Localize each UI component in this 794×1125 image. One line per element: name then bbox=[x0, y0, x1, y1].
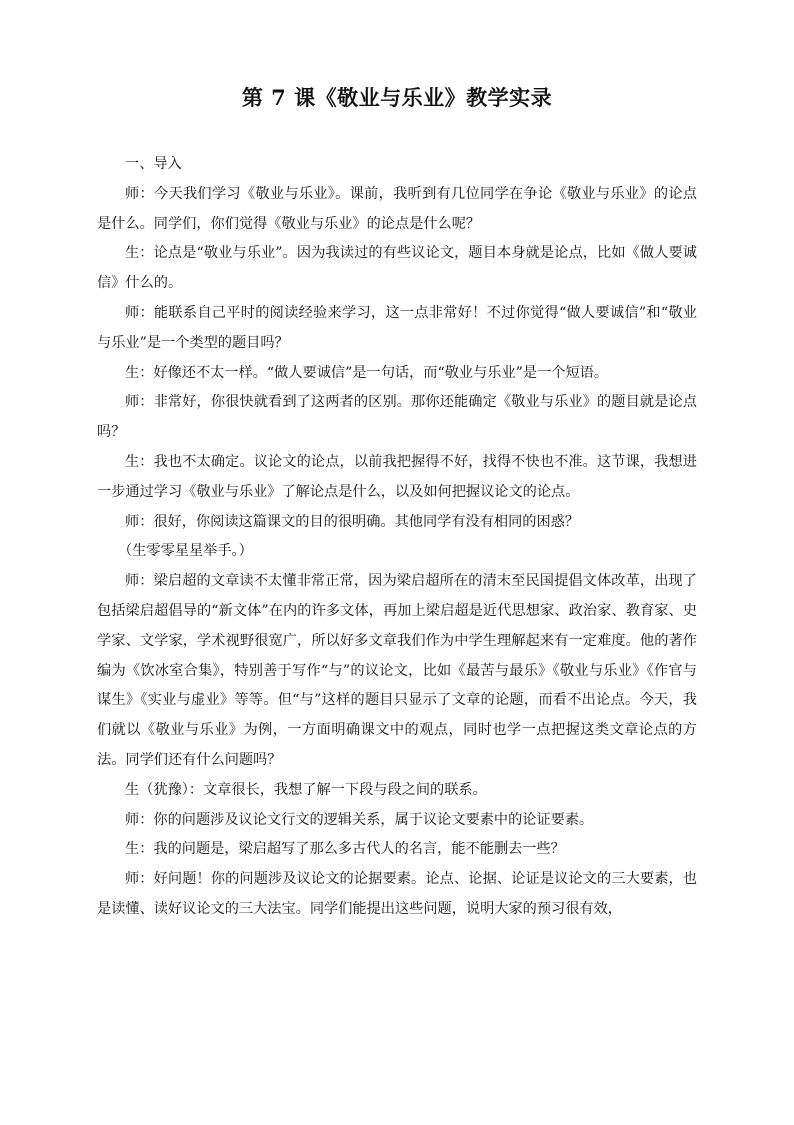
paragraph: 生：好像还不太一样。“做人要诚信”是一句话，而“敬业与乐业”是一个短语。 bbox=[125, 364, 609, 381]
paragraph: 师：非常好，你很快就看到了这两者的区别。那你还能确定《敬业与乐业》的题目就是论点吗？ bbox=[97, 394, 697, 441]
paragraph: 师：梁启超的文章读不太懂非常正常，因为梁启超所在的清末至民国提倡文体改革，出现了包括梁启超倡导的“新文体”在内的许多文体，再加上梁启超是近代思想家、政治家、教育家、史学家、文学家，学术视野很宽广，所以好多文章我们作为中学生理解起来有一定难度。他的著作编为《饮冰室合集》，特别善于写作“与”的议论文，比如《最苦与最乐》《敬业与乐业》《作官与谋生》《实业与虚业》等等。但“与”这样的题目只显示了文章的论题，而看不出论点。今天，我们就以《敬业与乐业》为例，一方面明确课文中的观点，同时也学一点把握这类文章论点的方法。同学们还有什么问题吗？ bbox=[97, 573, 697, 768]
paragraph: 师：今天我们学习《敬业与乐业》。课前，我听到有几位同学在争论《敬业与乐业》的论点是什么。同学们，你们觉得《敬业与乐业》的论点是什么呢？ bbox=[97, 185, 697, 232]
paragraph: 师：你的问题涉及议论文行文的逻辑关系，属于议论文要素中的论证要素。 bbox=[125, 811, 594, 828]
paragraph: 师：能联系自己平时的阅读经验来学习，这一点非常好！不过你觉得“做人要诚信”和“敬业与乐业”是一个类型的题目吗？ bbox=[97, 304, 697, 351]
stage-direction: （生零零星星举手。） bbox=[118, 543, 253, 560]
section-heading-intro: 一、导入 bbox=[125, 156, 182, 172]
paragraph: 师：很好，你阅读这篇课文的目的很明确。其他同学有没有相同的困惑？ bbox=[125, 513, 580, 530]
paragraph: 生：我也不太确定。议论文的论点，以前我把握得不好，找得不快也不准。这节课，我想进一步通过学习《敬业与乐业》了解论点是什么，以及如何把握议论文的论点。 bbox=[97, 453, 697, 500]
paragraph: 生：我的问题是，梁启超写了那么多古代人的名言，能不能删去一些？ bbox=[125, 841, 565, 858]
paragraph: 生（犹豫）：文章很长，我想了解一下段与段之间的联系。 bbox=[125, 781, 487, 798]
document-body bbox=[97, 150, 697, 925]
paragraph: 师：好问题！你的问题涉及议论文的论据要素。论点、论据、论证是议论文的三大要素，也是读懂、读好议论文的三大法宝。同学们能提出这些问题，说明大家的预习很有效， bbox=[97, 871, 697, 917]
document-title: 第 7 课《敬业与乐业》教学实录 bbox=[241, 85, 553, 110]
paragraph: 生：论点是“敬业与乐业”。因为我读过的有些议论文，题目本身就是论点，比如《做人要诚信》什么的。 bbox=[97, 245, 697, 292]
